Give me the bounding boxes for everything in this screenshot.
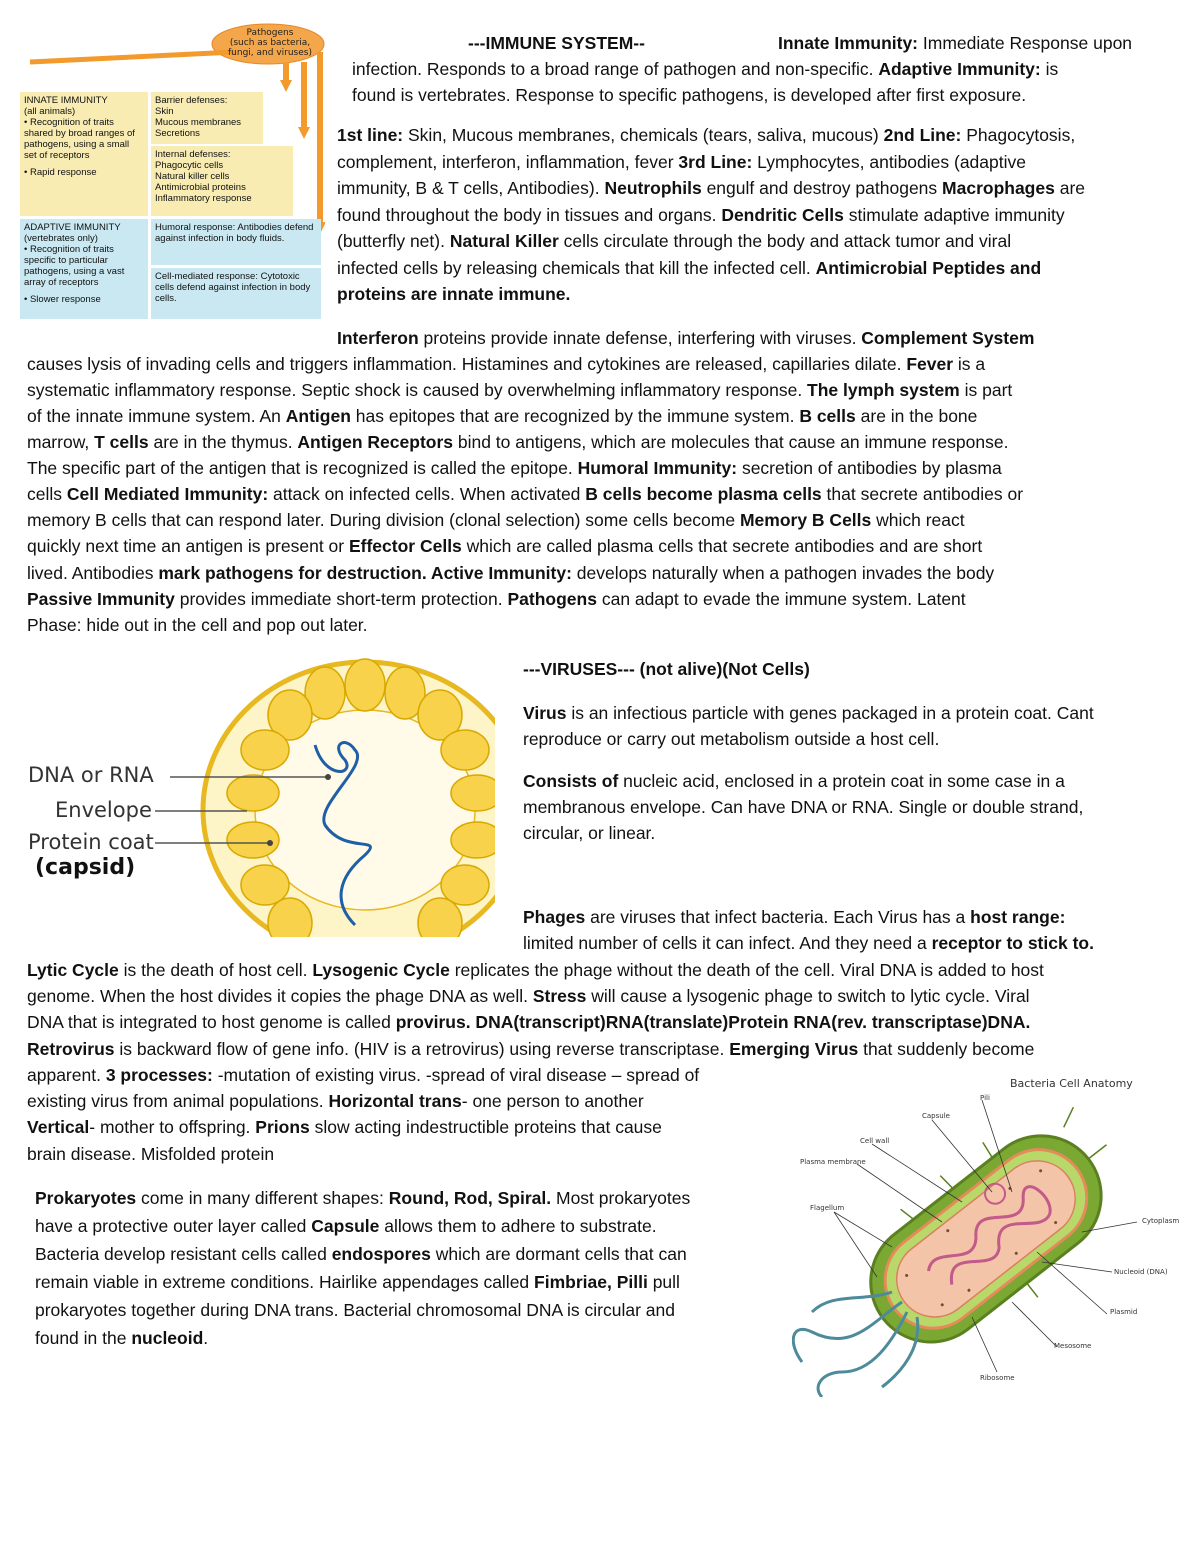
virus-drawing: [25, 655, 495, 937]
p3-line-6: existing virus from animal populations. Horizontal trans- one person to another: [27, 1091, 644, 1111]
innate-line: Innate Immunity: Immediate Response upon: [778, 33, 1133, 53]
p2-line-8: memory B cells that can respond later. During division (clonal selection) some cells become Memory B Cells which react: [27, 510, 965, 530]
p2-line-4: of the innate immune system. An Antigen has epitopes that are recognized by the immune system. B cells are in the bone: [27, 406, 978, 426]
p3-line-7: Vertical- mother to offspring. Prions slow acting indestructible proteins that cause: [27, 1117, 662, 1137]
innate-title: INNATE IMMUNITY: [24, 95, 108, 106]
defense-line-6: infected cells by releasing chemicals that kill the infected cell. Antimicrobial Peptides and: [337, 258, 1042, 278]
prok-line-2: have a protective outer layer called Capsule allows them to adhere to substrate.: [35, 1216, 657, 1236]
capsule-label: Capsule: [922, 1112, 950, 1120]
cell-mediated-response-box: Cell-mediated response: Cytotoxic cells defend against infection in body cells.: [151, 268, 321, 319]
p2-line-11: Passive Immunity provides immediate short-term protection. Pathogens can adapt to evade the immune system. Latent: [27, 589, 966, 609]
mesosome-label: Mesosome: [1054, 1342, 1092, 1350]
p3-line-5: apparent. 3 processes: -mutation of existing virus. -spread of viral disease – spread of: [27, 1065, 700, 1085]
adaptive-subtitle: (vertebrates only): [24, 233, 98, 244]
consists-line-1: Consists of nucleic acid, enclosed in a protein coat in some case in a: [523, 771, 1065, 791]
immune-line-2: infection. Responds to a broad range of pathogen and non-specific. Adaptive Immunity: is: [352, 59, 1059, 79]
defense-line-7: proteins are innate immune.: [337, 284, 571, 304]
p3-line-2: genome. When the host divides it copies the phage DNA as well. Stress will cause a lysogenic phage to switch to lytic cycle. Viral: [27, 986, 1030, 1006]
internal-defenses-box: Internal defenses: Phagocytic cells Natural killer cells Antimicrobial proteins Inflammatory response: [151, 146, 293, 216]
p3-line-8: brain disease. Misfolded protein: [27, 1144, 275, 1164]
innate-subtitle: (all animals): [24, 106, 76, 117]
p2-line-9: quickly next time an antigen is present or Effector Cells which are called plasma cells that secrete antibodies and are short: [27, 536, 983, 556]
prok-line-5: prokaryotes together during DNA trans. Bacterial chromosomal DNA is circular and: [35, 1300, 675, 1320]
p3-line-3: DNA that is integrated to host genome is called provirus. DNA(transcript)RNA(translate)Protein RNA(rev. transcriptase)DNA.: [27, 1012, 1031, 1032]
prok-line-1: Prokaryotes come in many different shapes: Round, Rod, Spiral. Most prokaryotes: [35, 1188, 691, 1208]
nucleoid-label: Nucleoid (DNA): [1114, 1268, 1168, 1276]
immune-system-diagram: [20, 22, 325, 322]
consists-line-3: circular, or linear.: [523, 823, 656, 843]
virus-diagram: [25, 655, 495, 937]
innate-bullet-1: • Recognition of traits shared by broad ranges of pathogens, using a small set of receptors: [24, 117, 135, 161]
pili-label: Pili: [980, 1094, 990, 1102]
prok-line-4: remain viable in extreme conditions. Hairlike appendages called Fimbriae, Pilli pull: [35, 1272, 680, 1292]
p2-line-12: Phase: hide out in the cell and pop out later.: [27, 615, 368, 635]
pathogens-label: Pathogens (such as bacteria, fungi, and viruses): [228, 28, 312, 58]
plasma-membrane-label: Plasma membrane: [800, 1158, 866, 1166]
prok-line-6: found in the nucleoid.: [35, 1328, 209, 1348]
bacteria-diagram: [792, 1072, 1187, 1397]
innate-immunity-box: [20, 92, 148, 216]
defense-line-4: found throughout the body in tissues and organs. Dendritic Cells stimulate adaptive immunity: [337, 205, 1065, 225]
adaptive-bullet-1: • Recognition of traits specific to particular pathogens, using a vast array of receptors: [24, 244, 125, 288]
immune-heading: ---IMMUNE SYSTEM--: [468, 33, 645, 53]
p2-line-5: marrow, T cells are in the thymus. Antigen Receptors bind to antigens, which are molecules that cause an immune response.: [27, 432, 1009, 452]
p2-line-7: cells Cell Mediated Immunity: attack on infected cells. When activated B cells become plasma cells that secrete antibodies or: [27, 484, 1024, 504]
humoral-response-box: Humoral response: Antibodies defend against infection in body fluids.: [151, 219, 321, 265]
virus-line-1: Virus is an infectious particle with genes packaged in a protein coat. Cant: [523, 703, 1094, 723]
p3-line-4: Retrovirus is backward flow of gene info. (HIV is a retrovirus) using reverse transcriptase. Emerging Virus that suddenly become: [27, 1039, 1035, 1059]
defense-line-5: (butterfly net). Natural Killer cells circulate through the body and attack tumor and viral: [337, 231, 1012, 251]
defense-line-1: 1st line: Skin, Mucous membranes, chemicals (tears, saliva, mucous) 2nd Line: Phagocytosis,: [337, 125, 1076, 145]
protein-coat-label: Protein coat: [28, 830, 154, 854]
prok-line-3: Bacteria develop resistant cells called endospores which are dormant cells that can: [35, 1244, 687, 1264]
flagellum-label: Flagellum: [810, 1204, 845, 1212]
envelope-label: Envelope: [55, 798, 152, 822]
consists-line-2: membranous envelope. Can have DNA or RNA. Single or double strand,: [523, 797, 1084, 817]
adaptive-title: ADAPTIVE IMMUNITY: [24, 222, 121, 233]
barrier-defenses-box: Barrier defenses: Skin Mucous membranes Secretions: [151, 92, 263, 144]
ribosome-label: Ribosome: [980, 1374, 1015, 1382]
phages-line-2: limited number of cells it can infect. And they need a receptor to stick to.: [523, 933, 1094, 953]
phages-line-1: Phages are viruses that infect bacteria. Each Virus has a host range:: [523, 907, 1066, 927]
capsid-label: (capsid): [35, 855, 136, 880]
viruses-heading: ---VIRUSES--- (not alive)(Not Cells): [523, 659, 810, 679]
bacteria-title: Bacteria Cell Anatomy: [1010, 1077, 1133, 1090]
bacteria-drawing: [792, 1072, 1187, 1397]
virus-line-2: reproduce or carry out metabolism outside a host cell.: [523, 729, 940, 749]
p3-line-1: Lytic Cycle is the death of host cell. Lysogenic Cycle replicates the phage without the death of the cell. Viral DNA is added to host: [27, 960, 1044, 980]
cytoplasm-label: Cytoplasm: [1142, 1217, 1180, 1225]
plasmid-label: Plasmid: [1110, 1308, 1138, 1316]
defense-line-3: immunity, B & T cells, Antibodies). Neutrophils engulf and destroy pathogens Macrophages are: [337, 178, 1085, 198]
p2-line-6: The specific part of the antigen that is recognized is called the epitope. Humoral Immunity: secretion of antibodies by plasma: [27, 458, 1002, 478]
dna-rna-label: DNA or RNA: [28, 763, 154, 787]
defense-line-2: complement, interferon, inflammation, fever 3rd Line: Lymphocytes, antibodies (adaptive: [337, 152, 1026, 172]
cell-wall-label: Cell wall: [860, 1137, 890, 1145]
p2-line-3: systematic inflammatory response. Septic shock is caused by overwhelming inflammatory response. The lymph system is part: [27, 380, 1013, 400]
p2-line-1: Interferon proteins provide innate defense, interfering with viruses. Complement System: [337, 328, 1035, 348]
adaptive-bullet-2: • Slower response: [24, 294, 101, 305]
p2-line-2: causes lysis of invading cells and triggers inflammation. Histamines and cytokines are released, capillaries dilate. Fever is a: [27, 354, 986, 374]
p2-line-10: lived. Antibodies mark pathogens for destruction. Active Immunity: develops naturally when a pathogen invades the body: [27, 563, 995, 583]
immune-line-3: found is vertebrates. Response to specific pathogens, is developed after first exposure.: [352, 85, 1027, 105]
innate-bullet-2: • Rapid response: [24, 167, 97, 178]
adaptive-immunity-box: [20, 219, 148, 319]
